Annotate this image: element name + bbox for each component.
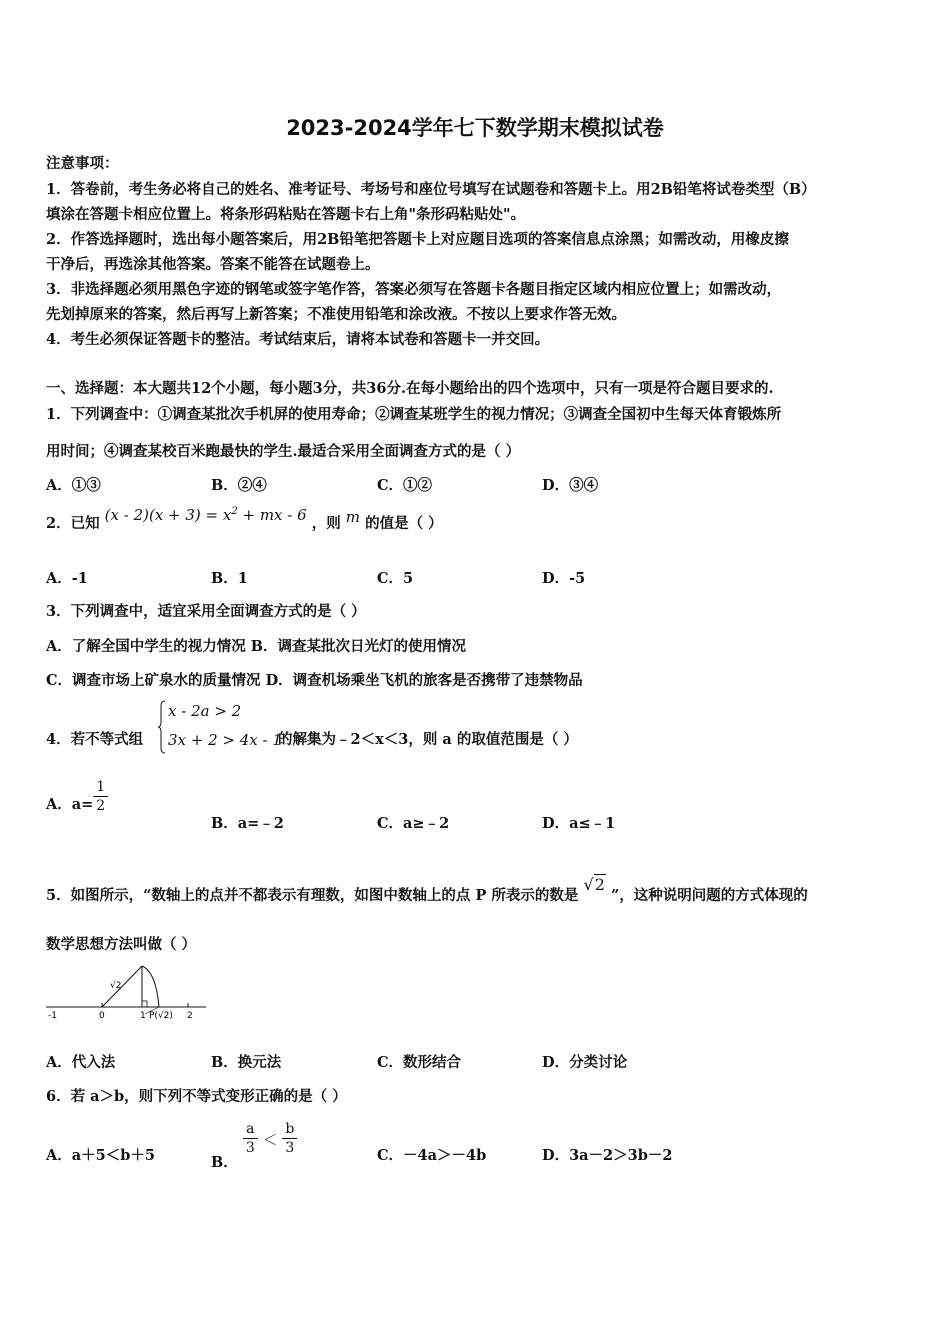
- tick-label-1: 1: [140, 1011, 146, 1021]
- q2-suffix: 的值是（ ）: [365, 515, 443, 532]
- tick-label-0: 0: [99, 1011, 105, 1021]
- q6-fraction-a: [243, 1120, 258, 1157]
- q2-option-d[interactable]: D．-5: [542, 570, 586, 587]
- notice-line: 2．作答选择题时，选出每小题答案后，用2B铅笔把答题卡上对应题目选项的答案信息点涂黑；如需改动，用橡皮擦: [46, 231, 789, 248]
- q2-stem: [46, 506, 443, 533]
- q4-option-b[interactable]: B．a=﹣2: [211, 815, 284, 832]
- notice-heading: 注意事项：: [46, 155, 119, 172]
- tick-label-neg1: -1: [48, 1011, 57, 1021]
- notice-line: 3．非选择题必须用黑色字迹的钢笔或签字笔作答，答案必须写在答题卡各题目指定区域内相应位置上；如需改动，: [46, 281, 782, 298]
- q1-stem-line1: 1．下列调查中：①调查某批次手机屏的使用寿命；②调查某班学生的视力情况；③调查全国初中生每天体育锻炼所: [46, 406, 782, 423]
- q2-option-a[interactable]: A．-1: [46, 570, 88, 587]
- q4-option-a-label: A．a=: [46, 795, 94, 813]
- q2-expr-right: + mx - 6: [237, 506, 307, 524]
- q6-option-d[interactable]: D．3a－2＞3b－2: [542, 1147, 673, 1164]
- q6-option-a[interactable]: A．a＋5＜b＋5: [46, 1147, 155, 1164]
- notice-line: 4．考生必须保证答题卡的整洁。考试结束后，请将本试卷和答题卡一并交回。: [46, 331, 550, 348]
- right-angle-mark: [142, 1001, 147, 1007]
- q1-option-d[interactable]: D．③④: [542, 477, 599, 494]
- exam-title: 2023-2024学年七下数学期末模拟试卷: [286, 116, 664, 140]
- q5-option-b[interactable]: B．换元法: [211, 1054, 282, 1071]
- q3-options-cd[interactable]: C．调查市场上矿泉水的质量情况 D．调查机场乘坐飞机的旅客是否携带了违禁物品: [46, 672, 583, 689]
- q6-option-b-label: B．: [211, 1153, 238, 1171]
- q5-text-a: 5．如图所示，“数轴上的点并不都表示有理数，如图中数轴上的点 P 所表示的数是: [46, 887, 579, 904]
- q4-suffix: 的解集为﹣2＜x＜3，则 a 的取值范围是（ ）: [278, 731, 578, 748]
- q2-equation: [105, 506, 307, 524]
- q5-sqrt: √2: [583, 875, 605, 894]
- q5-option-d[interactable]: D．分类讨论: [542, 1054, 628, 1071]
- left-brace-icon: [158, 700, 166, 754]
- fraction-numerator: 1: [93, 778, 108, 797]
- triangle-hypotenuse: [102, 966, 142, 1007]
- tick-label-2: 2: [187, 1011, 193, 1021]
- fraction-numerator: a: [246, 1121, 255, 1137]
- q5-sqrt-radicand: 2: [594, 875, 605, 894]
- q4-inequality-1: x - 2a > 2: [168, 702, 242, 720]
- q2-mid: ，则: [311, 515, 341, 532]
- q2-option-b[interactable]: B．1: [211, 570, 248, 587]
- q6-option-b[interactable]: [211, 1120, 297, 1171]
- q5-option-c[interactable]: C．数形结合: [377, 1054, 462, 1071]
- q2-exponent: 2: [231, 506, 238, 517]
- q6-option-c[interactable]: C．－4a＞－4b: [377, 1147, 487, 1164]
- q1-option-c[interactable]: C．①②: [377, 477, 433, 494]
- q2-expr-left: (x - 2)(x + 3) = x: [104, 506, 232, 524]
- q5-option-a[interactable]: A．代入法: [46, 1054, 116, 1071]
- section-heading: 一、选择题：本大题共12个小题，每小题3分，共36分.在每小题给出的四个选项中，只有一项是符合题目要求的.: [46, 380, 774, 397]
- q4-prefix: 4．若不等式组: [46, 731, 144, 748]
- q3-stem: 3．下列调查中，适宜采用全面调查方式的是（ ）: [46, 603, 366, 620]
- notice-line: 先划掉原来的答案，然后再写上新答案；不准使用铅笔和涂改液。不按以上要求作答无效。: [46, 306, 626, 323]
- q4-fraction: [93, 778, 108, 815]
- point-p-label: P(√2): [149, 1011, 173, 1021]
- notice-line: 填涂在答题卡相应位置上。将条形码粘贴在答题卡右上角"条形码粘贴处"。: [46, 206, 526, 223]
- q1-stem-line2: 用时间；④调查某校百米跑最快的学生.最适合采用全面调查方式的是（ ）: [46, 443, 521, 460]
- q1-option-b[interactable]: B．②④: [211, 477, 267, 494]
- q5-text-b: ”，这种说明问题的方式体现的: [610, 887, 808, 904]
- q6-relation: ＜: [262, 1132, 278, 1149]
- q4-option-d[interactable]: D．a≤﹣1: [542, 815, 616, 832]
- fraction-denominator: 3: [243, 1138, 258, 1157]
- q6-fraction-b: [282, 1120, 297, 1157]
- q4-option-a[interactable]: [46, 779, 108, 823]
- fraction-numerator: b: [285, 1121, 295, 1137]
- q3-options-ab[interactable]: A．了解全国中学生的视力情况 B．调查某批次日光灯的使用情况: [46, 638, 467, 655]
- fraction-denominator: 3: [282, 1138, 297, 1157]
- hypotenuse-label: √2: [110, 981, 122, 991]
- q2-variable: m: [345, 508, 361, 526]
- q5-stem-line2: 数学思想方法叫做（ ）: [46, 936, 197, 953]
- notice-line: 1．答卷前，考生务必将自己的姓名、准考证号、考场号和座位号填写在试题卷和答题卡上。用2B铅笔将试卷类型（B）: [46, 181, 816, 198]
- q2-option-c[interactable]: C．5: [377, 570, 414, 587]
- q1-option-a[interactable]: A．①③: [46, 477, 101, 494]
- q4-option-c[interactable]: C．a≥﹣2: [377, 815, 450, 832]
- q5-stem-line1: [46, 875, 808, 905]
- fraction-denominator: 2: [96, 798, 106, 814]
- notice-line: 干净后，再选涂其他答案。答案不能答在试题卷上。: [46, 256, 380, 273]
- q4-inequality-2: 3x + 2 > 4x - 1: [168, 731, 282, 749]
- number-line-figure: [44, 958, 209, 1028]
- q6-stem: 6．若 a＞b，则下列不等式变形正确的是（ ）: [46, 1088, 347, 1105]
- q2-prefix: 2．已知: [46, 515, 100, 532]
